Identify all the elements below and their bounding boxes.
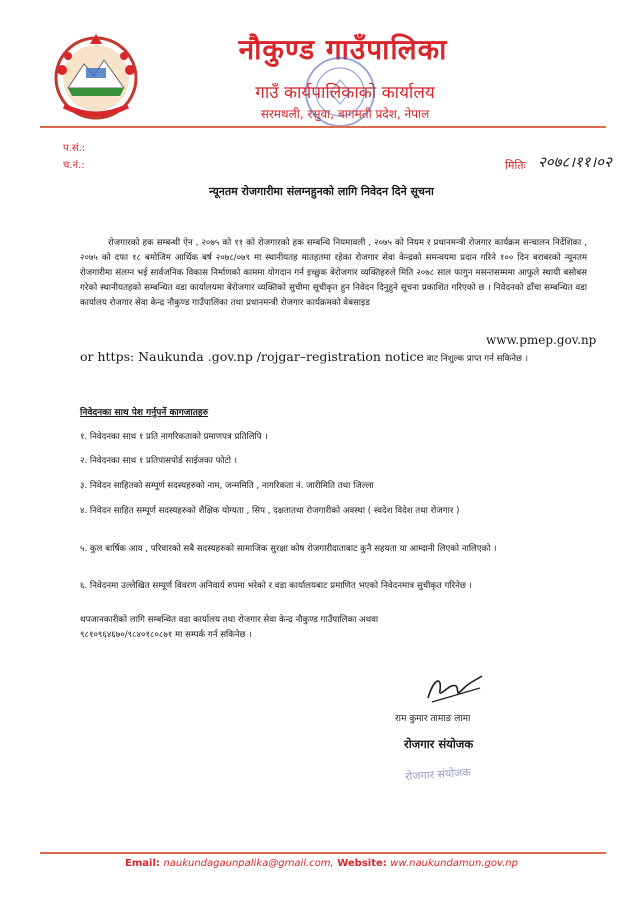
nepal-emblem-logo [46,30,146,122]
header-divider [40,126,606,128]
email-label: Email: [125,858,160,869]
registration-url[interactable]: or https: Naukunda .gov.np /rojgar–registration notice [80,349,424,364]
contact-info [80,613,587,643]
office-address: सरमथली, रसुवा, बागमती प्रदेश, नेपाल [260,107,430,121]
email-link[interactable]: naukundagaunpalika@gmail.com, [163,858,334,869]
date-label: मितिः [505,159,526,172]
documents-heading: निवेदनका साथ पेश गर्नुपर्ने कागजातहरु [80,408,209,418]
reference-number-label: प.सं.: [63,143,86,154]
document-item: ५. कुल बार्षिक आय , परिवारको सबै सदस्यहरुको सामाजिक सुरक्षा कोष रोजगारीदाताबाट कुनै सहयता या आम्दानी लिएको नालिएको । [80,544,497,554]
contact-line-2: ९८१०९६४६७०/९८४०१८०८७१ मा सम्पर्क गर्न सकिनेछ । [80,630,252,640]
signer-name: राम कुमार तामाङ लामा [395,714,471,724]
pmep-website-link[interactable]: www.pmep.gov.np [486,333,597,347]
designation-stamp: रोजगार संयोजक [404,765,472,784]
document-item: ६. निवेदनमा उल्लेखित सम्पूर्ण विवरण अनिवार्य रुपमा भरेको र वडा कार्यालयबाट प्रमाणित भएको निवेदनमात्र सुचीकृत गरिनेछ । [80,581,472,591]
footer-contact [0,858,643,869]
document-item: २. निवेदनका साथ १ प्रतिपासपोर्ड साईजका फोटो । [80,456,238,466]
notice-body [80,236,587,311]
notice-body-text: रोजगारको हक सम्बन्धी ऐन , २०७५ को ११ को रोजगारको हक सम्बन्धि नियमावली , २०७५ को नियम र प्रधानमन्त्री रोजगार कार्यक्रम सन्चालन निर्देशिका , २०७५ को दफा १८ बमोजिम आर्थिक बर्ष २०७८/०७९ मा स्थानीयतह मातहतमा रहेका रोजगार सेवा केन्द्रको समन्वयमा प्रदान गरिने १०० दिन बराबरको न्यूनतम रोजगारीमा संलग्न भई सार्वजनिक विकास निर्माणको काममा योगदान गर्न इच्छुक बेरोजगार व्यक्तिहरुले मिति २०७८ साल फागुन मसन्तसम्ममा आफुले स्थायी बसोबस गरेको स्थानीयतहको सम्बन्धित वडा कार्यालयमा बेरोजगार व्यक्तिको सुचीमा सूचीकृत हुन निवेदन दिनुहुने सूचना प्रकाशित गरिएको छ । निवेदनको ढाँचा सम्बन्धित वडा कार्यालय रोजगार सेवा केन्द्र नौकुण्ड गाउँपालिका तथा प्रधानमन्त्री रोजगार कार्यक्रमको वेबसाइड [80,238,587,308]
dispatch-number-label: च.नं.: [63,160,85,171]
document-item: ३. निवेदन साहितको सम्पूर्ण सदस्यहरुको नाम, जन्ममिति , नागरिकता नं. जारीमिति तथा जिल्ला [80,481,374,491]
municipality-name: नौकुण्ड गाउँपालिका [238,33,448,66]
date-value: २०७८।११।०२ [538,153,612,171]
url-tail-text: बाट निशुल्क प्राप्त गर्न सकिनेछ । [426,354,529,364]
contact-line-1: थपजानकारीको लागि सम्बन्धित वडा कार्यालय तथा रोजगार सेवा केन्द्र नौकुण्ड गाउँपालिका अथवा [80,615,379,625]
notice-title: न्यूनतम रोजगारीमा संलग्नहुनको लागि निवेदन दिने सूचना [209,185,434,198]
document-item: १. निवेदनका साथ १ प्रति नागरिकताको प्रमाणपत्र प्रतिलिपि । [80,432,268,442]
footer-divider [40,852,606,854]
document-item: ४. निवेदन साहित सम्पूर्ण सदस्यहरुको शैक्षिक योग्यता , सिप , दक्षतातथा रोजगारीको अवस्था ( स्वदेश विदेश तथा रोजगार ) [80,506,460,516]
website-link[interactable]: ww.naukundamun.gov.np [390,858,518,869]
registration-url-line [80,349,600,364]
website-label: Website: [337,858,387,869]
office-name: गाउँ कार्यपालिकाको कार्यालय [255,83,435,103]
signer-title: रोजगार संयोजक [404,737,474,751]
handwritten-signature [420,668,490,708]
